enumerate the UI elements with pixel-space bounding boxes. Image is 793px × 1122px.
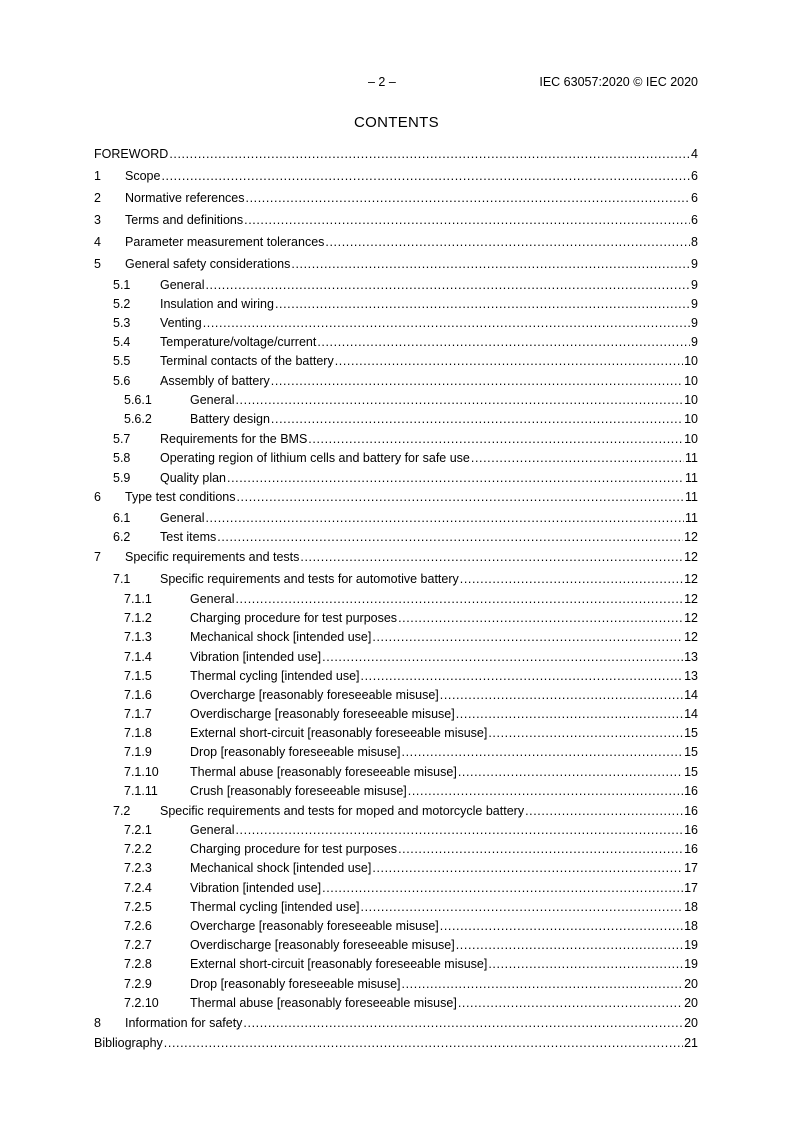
toc-leader-dots	[460, 571, 683, 587]
toc-entry-label: General	[190, 823, 235, 837]
toc-entry[interactable]	[94, 146, 698, 162]
toc-entry-number: 7.2.3	[124, 861, 152, 875]
toc-entry[interactable]	[94, 315, 698, 331]
toc-entry-label: Crush [reasonably foreseeable misuse]	[190, 784, 407, 798]
toc-entry[interactable]	[94, 529, 698, 545]
toc-entry[interactable]	[94, 470, 698, 486]
toc-entry-label: Battery design	[190, 412, 270, 426]
toc-entry-page: 10	[684, 393, 698, 407]
toc-leader-dots	[398, 610, 683, 626]
toc-entry-number: 7.1.10	[124, 765, 159, 779]
toc-entry-page: 6	[691, 191, 698, 205]
toc-leader-dots	[440, 918, 683, 934]
toc-entry-label: Overcharge [reasonably foreseeable misuse]	[190, 919, 439, 933]
toc-entry-page: 9	[691, 257, 698, 271]
toc-entry-page: 10	[684, 412, 698, 426]
toc-entry-label: Overcharge [reasonably foreseeable misuse]	[190, 688, 439, 702]
toc-entry-page: 21	[684, 1036, 698, 1050]
toc-entry[interactable]	[94, 841, 698, 857]
toc-leader-dots	[235, 591, 683, 607]
toc-entry-label: Thermal cycling [intended use]	[190, 900, 360, 914]
toc-entry-page: 17	[684, 861, 698, 875]
toc-leader-dots	[440, 687, 683, 703]
toc-entry[interactable]	[94, 392, 698, 408]
toc-entry-page: 20	[684, 1016, 698, 1030]
toc-leader-dots	[236, 489, 684, 505]
toc-entry-label: Specific requirements and tests for automotive battery	[160, 572, 459, 586]
page-header	[0, 75, 793, 91]
page-number: – 2 –	[368, 75, 396, 89]
toc-entry[interactable]	[94, 334, 698, 350]
toc-entry-label: Type test conditions	[125, 490, 236, 504]
toc-leader-dots	[458, 995, 683, 1011]
toc-entry-number: 7.2	[113, 804, 131, 818]
toc-entry-label: Scope	[125, 169, 161, 183]
toc-entry[interactable]	[94, 1015, 698, 1031]
toc-entry-page: 8	[691, 235, 698, 249]
toc-entry[interactable]	[94, 995, 698, 1011]
toc-entry-label: Vibration [intended use]	[190, 650, 322, 664]
toc-leader-dots	[456, 706, 683, 722]
toc-entry[interactable]	[94, 706, 698, 722]
toc-entry-number: 5.1	[113, 278, 131, 292]
toc-entry-label: Normative references	[125, 191, 245, 205]
page-title: CONTENTS	[354, 114, 439, 131]
toc-entry-number: 7.1.3	[124, 630, 152, 644]
toc-entry-page: 12	[684, 572, 698, 586]
toc-entry-label: General safety considerations	[125, 257, 291, 271]
toc-entry-label: Requirements for the BMS	[160, 432, 308, 446]
toc-entry-number: 7.1.2	[124, 611, 152, 625]
toc-leader-dots	[456, 937, 683, 953]
toc-leader-dots	[335, 353, 683, 369]
toc-entry-label: External short-circuit [reasonably foreseeable misuse]	[190, 726, 488, 740]
toc-leader-dots	[235, 392, 683, 408]
toc-entry-number: 7.2.10	[124, 996, 159, 1010]
toc-leader-dots	[402, 744, 684, 760]
toc-entry[interactable]	[94, 764, 698, 780]
toc-leader-dots	[372, 860, 683, 876]
toc-leader-dots	[244, 212, 690, 228]
toc-entry-page: 11	[685, 490, 698, 504]
toc-entry-number: 6.2	[113, 530, 131, 544]
toc-entry-page: 12	[684, 630, 698, 644]
toc-leader-dots	[525, 803, 683, 819]
toc-entry[interactable]	[94, 296, 698, 312]
toc-entry-number: 7.1.1	[124, 592, 152, 606]
toc-entry-label: Test items	[160, 530, 217, 544]
toc-entry-page: 20	[684, 996, 698, 1010]
toc-entry-number: 7.1.11	[124, 784, 158, 798]
toc-entry-number: 6.1	[113, 511, 131, 525]
toc-entry-label: Thermal abuse [reasonably foreseeable misuse]	[190, 765, 457, 779]
toc-entry-number: 5.7	[113, 432, 131, 446]
toc-leader-dots	[275, 296, 690, 312]
toc-entry-page: 15	[684, 726, 698, 740]
toc-entry[interactable]	[94, 976, 698, 992]
toc-leader-dots	[203, 315, 690, 331]
toc-entry[interactable]	[94, 489, 698, 505]
toc-entry-page: 9	[691, 335, 698, 349]
toc-entry-number: 7.2.4	[124, 881, 152, 895]
toc-entry-page: 9	[691, 278, 698, 292]
toc-entry[interactable]	[94, 168, 698, 184]
toc-entry-page: 16	[684, 784, 698, 798]
toc-entry-page: 11	[685, 451, 698, 465]
toc-entry-number: 5.3	[113, 316, 131, 330]
toc-entry-label: Mechanical shock [intended use]	[190, 630, 372, 644]
toc-entry[interactable]	[94, 899, 698, 915]
toc-entry-label: Vibration [intended use]	[190, 881, 322, 895]
toc-entry-label: Temperature/voltage/current	[160, 335, 317, 349]
toc-entry-number: 5.4	[113, 335, 131, 349]
toc-entry-page: 16	[684, 823, 698, 837]
toc-entry-page: 14	[684, 707, 698, 721]
toc-entry-page: 4	[691, 147, 698, 161]
toc-leader-dots	[271, 411, 683, 427]
toc-entry-number: 7.2.1	[124, 823, 152, 837]
toc-entry-label: General	[190, 592, 235, 606]
toc-leader-dots	[317, 334, 690, 350]
toc-entry[interactable]	[94, 725, 698, 741]
toc-entry-label: Specific requirements and tests for moped and motorcycle battery	[160, 804, 525, 818]
toc-entry-page: 19	[684, 938, 698, 952]
toc-entry[interactable]	[94, 277, 698, 293]
toc-entry-label: Venting	[160, 316, 202, 330]
toc-entry-page: 14	[684, 688, 698, 702]
toc-entry-label: Parameter measurement tolerances	[125, 235, 325, 249]
toc-leader-dots	[398, 841, 683, 857]
toc-entry-number: 5.6.2	[124, 412, 152, 426]
toc-leader-dots	[227, 470, 684, 486]
toc-entry-number: 7.1.6	[124, 688, 152, 702]
toc-entry-label: Thermal abuse [reasonably foreseeable misuse]	[190, 996, 457, 1010]
toc-entry-label: Assembly of battery	[160, 374, 270, 388]
toc-leader-dots	[205, 277, 690, 293]
toc-entry[interactable]	[94, 822, 698, 838]
toc-entry-number: 7.1	[113, 572, 131, 586]
toc-entry-page: 9	[691, 316, 698, 330]
toc-entry-page: 15	[684, 765, 698, 779]
toc-leader-dots	[164, 1035, 683, 1051]
toc-entry-label: External short-circuit [reasonably foreseeable misuse]	[190, 957, 488, 971]
toc-entry-number: 7.1.5	[124, 669, 152, 683]
toc-entry-page: 6	[691, 213, 698, 227]
toc-entry[interactable]	[94, 571, 698, 587]
document-id: IEC 63057:2020 © IEC 2020	[539, 75, 698, 89]
toc-entry-number: 1	[94, 169, 101, 183]
toc-leader-dots	[308, 431, 683, 447]
toc-leader-dots	[372, 629, 683, 645]
toc-entry-label: Information for safety	[125, 1016, 243, 1030]
toc-entry-label: General	[160, 278, 205, 292]
toc-entry[interactable]	[94, 450, 698, 466]
toc-entry-number: 5.5	[113, 354, 131, 368]
toc-leader-dots	[300, 549, 683, 565]
toc-entry-number: 7.2.7	[124, 938, 152, 952]
toc-entry-page: 18	[684, 900, 698, 914]
toc-entry-number: 5.8	[113, 451, 131, 465]
toc-entry[interactable]	[94, 190, 698, 206]
toc-entry-label: Operating region of lithium cells and battery for safe use	[160, 451, 470, 465]
toc-entry-number: 5.6	[113, 374, 131, 388]
toc-entry-label: Bibliography	[94, 1036, 163, 1050]
toc-entry-page: 17	[684, 881, 698, 895]
toc-entry-number: 7.2.6	[124, 919, 152, 933]
toc-entry[interactable]	[94, 937, 698, 953]
toc-entry-page: 12	[684, 550, 698, 564]
toc-entry-number: 5.2	[113, 297, 131, 311]
toc-leader-dots	[458, 764, 683, 780]
toc-entry-number: 7.1.7	[124, 707, 152, 721]
toc-leader-dots	[217, 529, 683, 545]
toc-entry-page: 6	[691, 169, 698, 183]
toc-entry[interactable]	[94, 353, 698, 369]
toc-entry[interactable]	[94, 549, 698, 565]
toc-leader-dots	[471, 450, 684, 466]
toc-entry-number: 7.2.8	[124, 957, 152, 971]
toc-leader-dots	[271, 373, 683, 389]
toc-entry-label: Terms and definitions	[125, 213, 244, 227]
toc-leader-dots	[361, 899, 684, 915]
toc-leader-dots	[161, 168, 690, 184]
toc-leader-dots	[243, 1015, 683, 1031]
toc-leader-dots	[361, 668, 684, 684]
toc-leader-dots	[169, 146, 690, 162]
toc-entry-page: 10	[684, 374, 698, 388]
toc-entry-page: 16	[684, 804, 698, 818]
toc-entry-number: 7.1.8	[124, 726, 152, 740]
toc-entry-page: 13	[684, 650, 698, 664]
toc-entry-page: 20	[684, 977, 698, 991]
toc-entry[interactable]	[94, 629, 698, 645]
toc-entry-page: 13	[684, 669, 698, 683]
toc-entry-label: General	[190, 393, 235, 407]
toc-entry-page: 16	[684, 842, 698, 856]
toc-entry[interactable]	[94, 687, 698, 703]
toc-entry-page: 10	[684, 432, 698, 446]
toc-entry[interactable]	[94, 510, 698, 526]
toc-entry-number: 7	[94, 550, 101, 564]
toc-entry[interactable]	[94, 373, 698, 389]
toc-entry-number: 6	[94, 490, 101, 504]
toc-entry[interactable]	[94, 610, 698, 626]
toc-entry[interactable]	[94, 234, 698, 250]
toc-entry-page: 18	[684, 919, 698, 933]
toc-entry-label: Terminal contacts of the battery	[160, 354, 334, 368]
toc-entry-label: Overdischarge [reasonably foreseeable misuse]	[190, 707, 455, 721]
toc-entry-page: 15	[684, 745, 698, 759]
toc-leader-dots	[488, 725, 683, 741]
toc-leader-dots	[408, 783, 683, 799]
toc-entry[interactable]	[94, 918, 698, 934]
toc-entry-number: 3	[94, 213, 101, 227]
toc-entry-label: Drop [reasonably foreseeable misuse]	[190, 977, 401, 991]
toc-entry[interactable]	[94, 956, 698, 972]
toc-entry[interactable]	[94, 1035, 698, 1051]
toc-leader-dots	[402, 976, 684, 992]
toc-entry[interactable]	[94, 783, 698, 799]
toc-entry-label: Quality plan	[160, 471, 227, 485]
toc-entry-number: 2	[94, 191, 101, 205]
toc-entry-page: 19	[684, 957, 698, 971]
toc-entry[interactable]	[94, 212, 698, 228]
toc-entry-number: 4	[94, 235, 101, 249]
toc-entry-label: FOREWORD	[94, 147, 169, 161]
toc-entry[interactable]	[94, 431, 698, 447]
toc-entry-number: 7.1.9	[124, 745, 152, 759]
toc-entry-label: Thermal cycling [intended use]	[190, 669, 360, 683]
toc-entry-number: 7.2.2	[124, 842, 152, 856]
toc-entry[interactable]	[94, 744, 698, 760]
toc-entry-number: 8	[94, 1016, 101, 1030]
toc-entry-label: Drop [reasonably foreseeable misuse]	[190, 745, 401, 759]
toc-leader-dots	[205, 510, 684, 526]
toc-entry-number: 7.1.4	[124, 650, 152, 664]
toc-entry[interactable]	[94, 860, 698, 876]
toc-entry-label: Overdischarge [reasonably foreseeable misuse]	[190, 938, 455, 952]
toc-entry-number: 7.2.5	[124, 900, 152, 914]
toc-entry-page: 9	[691, 297, 698, 311]
toc-entry-number: 5	[94, 257, 101, 271]
toc-leader-dots	[488, 956, 683, 972]
toc-leader-dots	[322, 649, 683, 665]
toc-entry-page: 10	[684, 354, 698, 368]
toc-entry-label: Insulation and wiring	[160, 297, 274, 311]
toc-entry-page: 12	[684, 592, 698, 606]
toc-entry[interactable]	[94, 591, 698, 607]
toc-entry[interactable]	[94, 411, 698, 427]
toc-entry-label: Charging procedure for test purposes	[190, 842, 398, 856]
toc-entry-number: 5.6.1	[124, 393, 152, 407]
toc-entry-label: Specific requirements and tests	[125, 550, 300, 564]
toc-entry[interactable]	[94, 649, 698, 665]
toc-entry-page: 12	[684, 530, 698, 544]
toc-entry[interactable]	[94, 256, 698, 272]
toc-entry-number: 5.9	[113, 471, 131, 485]
toc-entry-label: Charging procedure for test purposes	[190, 611, 398, 625]
toc-leader-dots	[246, 190, 691, 206]
toc-entry-label: General	[160, 511, 205, 525]
toc-entry[interactable]	[94, 803, 698, 819]
toc-entry-number: 7.2.9	[124, 977, 152, 991]
toc-leader-dots	[291, 256, 690, 272]
toc-leader-dots	[322, 880, 683, 896]
toc-entry[interactable]	[94, 668, 698, 684]
toc-leader-dots	[235, 822, 683, 838]
toc-entry[interactable]	[94, 880, 698, 896]
toc-leader-dots	[325, 234, 690, 250]
toc-entry-label: Mechanical shock [intended use]	[190, 861, 372, 875]
toc-entry-page: 11	[685, 511, 698, 525]
toc-entry-page: 12	[684, 611, 698, 625]
toc-entry-page: 11	[685, 471, 698, 485]
